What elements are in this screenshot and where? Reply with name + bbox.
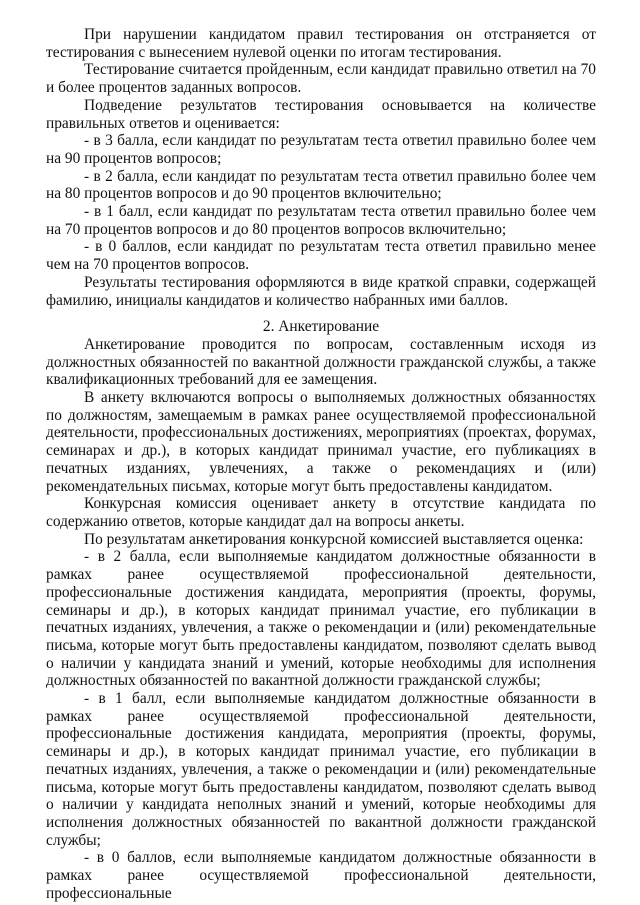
document-page xyxy=(46,26,596,902)
paragraph-pass-threshold: Тестирование считается пройденным, если кандидат правильно ответил на 70 и более процентов заданных вопросов. xyxy=(46,61,596,97)
list-item-questionnaire-score-1: - в 1 балл, если выполняемые кандидатом должностные обязанности в рамках ранее осуществляемой профессиональной деятельности, профессиональные достижения кандидата, мероприятия (проекты, форумы, семинары и др.), в которых кандидат принимал участие, его публикации в печатных изданиях, увлечения, а также о рекомендации и (или) рекомендательные письма, которые могут быть предоставлены кандидатом, позволяют сделать вывод о наличии у кандидата неполных знаний и умений, которые необходимы для исполнения должностных обязанностей по вакантной должности гражданской службы; xyxy=(46,690,596,849)
paragraph-commission-evaluation: Конкурсная комиссия оценивает анкету в отсутствие кандидата по содержанию ответов, которые кандидат дал на вопросы анкеты. xyxy=(46,495,596,530)
paragraph-evaluation-intro: По результатам анкетирования конкурсной комиссией выставляется оценка: xyxy=(84,530,584,548)
paragraph-test-results: Результаты тестирования оформляются в виде краткой справки, содержащей фамилию, инициалы кандидатов и количество набранных ими баллов. xyxy=(46,273,596,309)
list-item-score-1: - в 1 балл, если кандидат по результатам теста ответил правильно более чем на 70 процентов вопросов и до 80 процентов вопросов включительно; xyxy=(46,203,596,238)
list-item-score-0: - в 0 баллов, если кандидат по результатам теста ответил правильно менее чем на 70 процентов вопросов. xyxy=(46,238,596,274)
section-heading: 2. Анкетирование xyxy=(262,318,380,336)
list-item-questionnaire-score-2: - в 2 балла, если выполняемые кандидатом должностные обязанности в рамках ранее осуществляемой профессиональной деятельности, профессиональные достижения кандидата, мероприятия (проекты, форумы, семинары и др.), в которых кандидат принимал участие, его публикации в печатных изданиях, увлечения, а также о рекомендации и (или) рекомендательные письма, которые могут быть предоставлены кандидатом, позволяют сделать вывод о наличии у кандидата знаний и умений, которые необходимы для исполнения должностных обязанностей по вакантной должности гражданской службы; xyxy=(46,548,596,690)
paragraph-disqualification: При нарушении кандидатом правил тестирования он отстраняется от тестирования с вынесением нулевой оценки по итогам тестирования. xyxy=(46,26,596,61)
list-item-score-2: - в 2 балла, если кандидат по результатам теста ответил правильно более чем на 80 процентов вопросов и до 90 процентов включительно; xyxy=(46,167,596,203)
paragraph-questionnaire-basis: Анкетирование проводится по вопросам, составленным исходя из должностных обязанностей по вакантной должности гражданской службы, а также квалификационных требований для ее замещения. xyxy=(46,335,596,389)
list-item-questionnaire-score-0: - в 0 баллов, если выполняемые кандидатом должностные обязанности в рамках ранее осуществляемой профессиональной деятельности, профессиональные xyxy=(46,849,596,902)
list-item-score-3: - в 3 балла, если кандидат по результатам теста ответил правильно более чем на 90 процентов вопросов; xyxy=(46,132,596,167)
paragraph-scoring-intro: Подведение результатов тестирования основывается на количестве правильных ответов и оценивается: xyxy=(46,96,596,132)
paragraph-questionnaire-contents: В анкету включаются вопросы о выполняемых должностных обязанностях по должностям, замещаемым в рамках ранее осуществляемой профессиональной деятельности, профессиональных достижениях, мероприятиях (проектах, форумах, семинарах и др.), в которых кандидат принимал участие, его публикациях в печатных изданиях, увлечениях, а также о рекомендациях и (или) рекомендательных письмах, которые могут быть предоставлены кандидатом. xyxy=(46,389,596,495)
